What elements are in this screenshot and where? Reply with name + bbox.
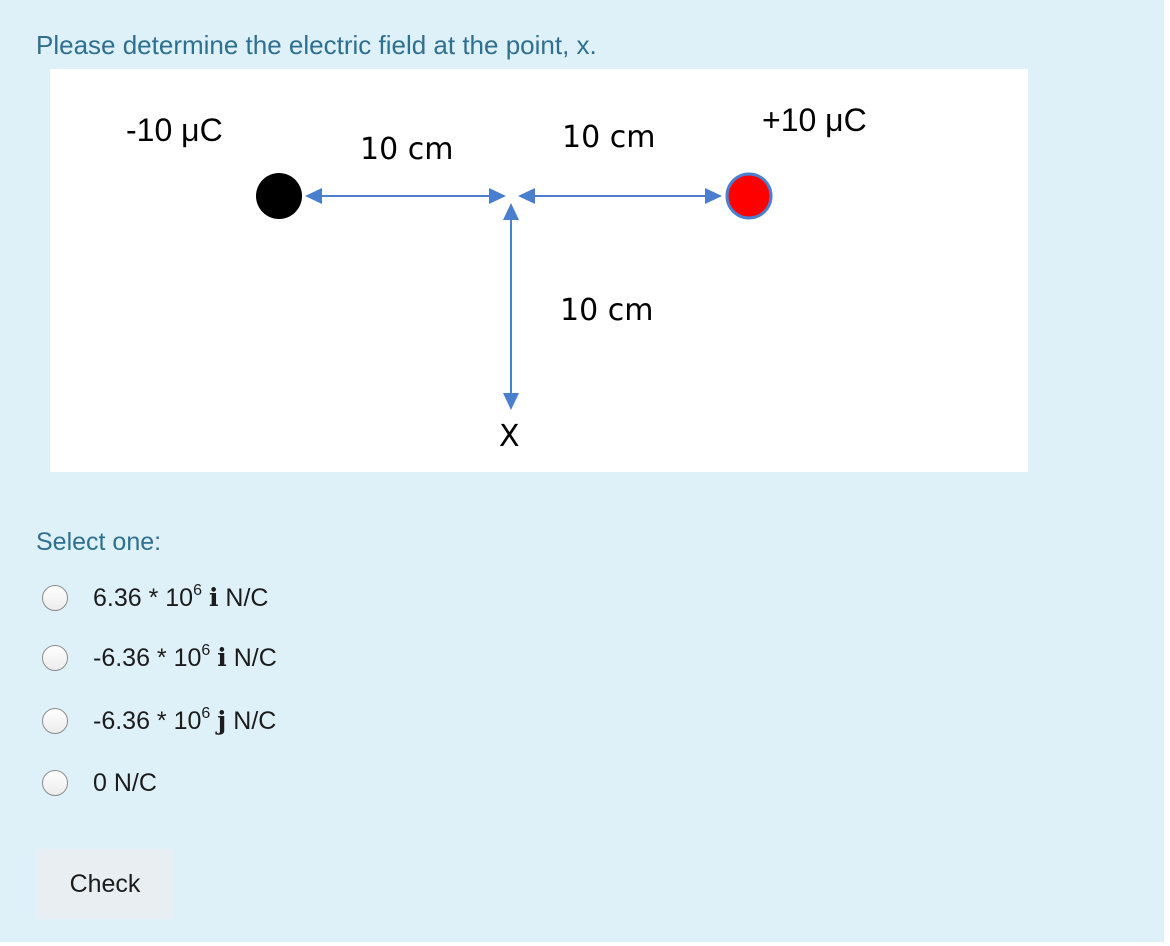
negative-charge-dot [256,173,302,219]
positive-charge-dot [727,174,771,218]
answer-option-2[interactable] [42,641,277,675]
right-charge-label: +10 μC [762,102,867,138]
right-distance-label: 10 cm [562,120,656,155]
left-charge-label: -10 μC [126,112,223,148]
answer-option-1[interactable] [42,581,268,615]
left-distance-label: 10 cm [360,132,454,167]
left-distance-arrow [305,188,506,204]
answer-option-label: $-6.36 * 10^6$ i N/C [93,641,277,672]
question-text: Please determine the electric field at the point, x. [36,30,597,60]
point-x-label: X [499,419,520,454]
answer-option-3[interactable] [42,704,276,738]
charge-diagram [50,69,1028,472]
radio-button[interactable] [42,708,68,734]
radio-button[interactable] [42,770,68,796]
question-figure [50,69,1028,472]
vertical-distance-label: 10 cm [560,293,654,328]
radio-button[interactable] [42,585,68,611]
check-button[interactable]: Check [37,849,173,919]
answer-option-label: 0 N/C [93,768,157,797]
select-one-label: Select one: [36,528,162,556]
answer-option-4[interactable] [42,766,157,800]
vertical-distance-arrow [503,203,519,410]
answer-option-label: $6.36 * 10^6$ i N/C [93,581,269,612]
answer-option-label: $-6.36 * 10^6$ j N/C [93,704,277,735]
right-distance-arrow [518,188,722,204]
radio-button[interactable] [42,645,68,671]
